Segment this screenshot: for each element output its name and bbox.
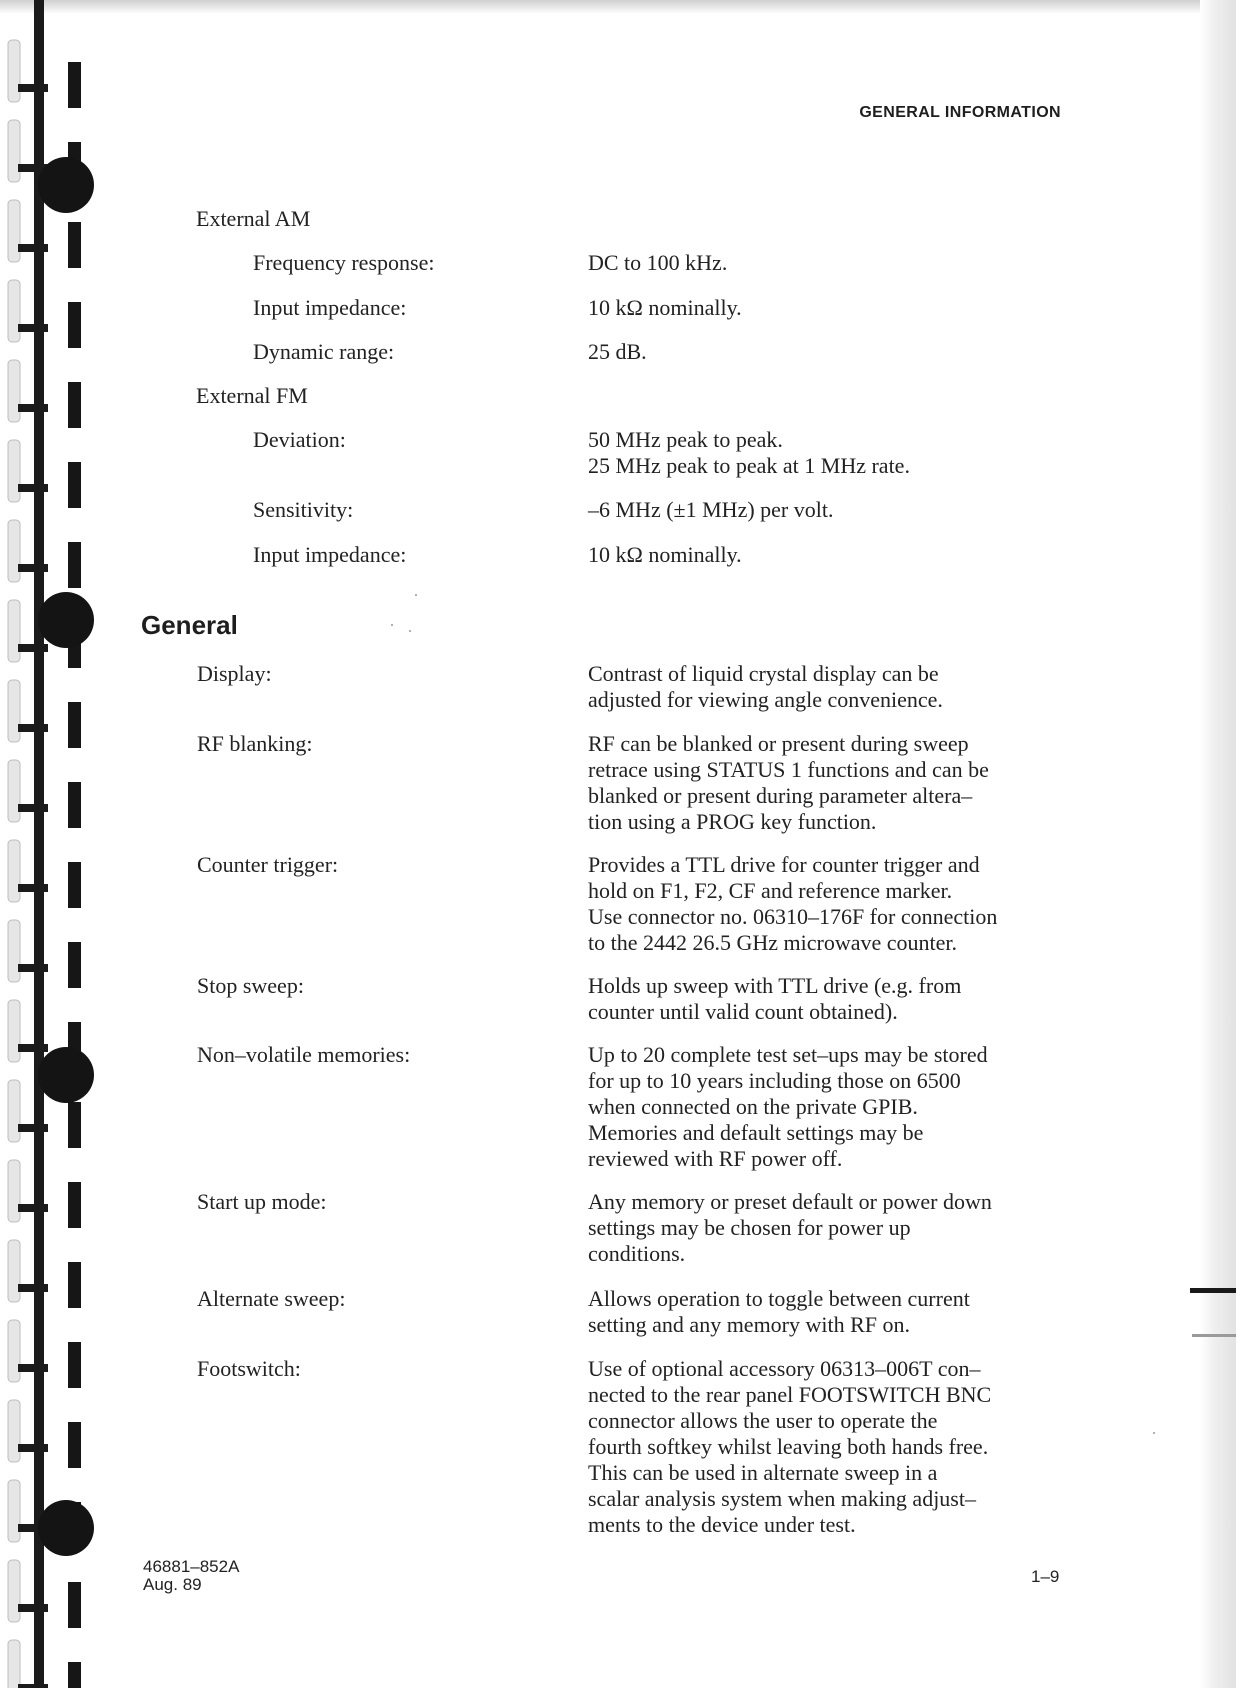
binding-tab: [18, 564, 48, 572]
punch-circle: [38, 157, 94, 213]
spec-value: –6 MHz (±1 MHz) per volt.: [588, 497, 834, 522]
page-right-edge: [1200, 0, 1236, 1688]
spec-value: DC to 100 kHz.: [588, 250, 728, 275]
binding-tab: [18, 1604, 48, 1612]
speck: [409, 630, 411, 632]
binding-loop: [8, 1400, 20, 1462]
binding-loop: [8, 1160, 20, 1222]
spec-label: Input impedance:: [253, 295, 407, 320]
binding-loop: [8, 520, 20, 582]
binding-tab: [18, 244, 48, 252]
punch-hole: [68, 542, 81, 588]
punch-hole: [68, 1342, 81, 1388]
punch-hole: [68, 782, 81, 828]
spec-label: Counter trigger:: [197, 852, 339, 877]
binding-loop: [8, 280, 20, 342]
speck: [391, 624, 393, 626]
binding-loop: [8, 1320, 20, 1382]
binding-tab: [18, 324, 48, 332]
binding-tab: [18, 1684, 48, 1688]
binding-loop: [8, 360, 20, 422]
spec-value: Use of optional accessory 06313–006T con– nected to the rear panel FOOTSWITCH BNC connector allows the user to operate the fourth softkey whilst leaving both hands free. This can be used in alternate sweep in a scalar analysis system when making adjust– ments to the device under test.: [588, 1356, 992, 1537]
binding-loop: [8, 440, 20, 502]
binding-tab: [18, 804, 48, 812]
spec-label: RF blanking:: [197, 731, 313, 756]
punch-hole: [68, 1662, 81, 1688]
binding-tab: [18, 1124, 48, 1132]
binding-loop: [8, 1080, 20, 1142]
binding-tab: [18, 724, 48, 732]
binding-loop: [8, 200, 20, 262]
spec-value: Allows operation to toggle between current setting and any memory with RF on.: [588, 1286, 970, 1337]
spec-label: Footswitch:: [197, 1356, 301, 1381]
punch-hole: [68, 1582, 81, 1628]
punch-circle: [38, 1500, 94, 1556]
spec-label: Dynamic range:: [253, 339, 395, 364]
binding-loop: [8, 760, 20, 822]
binding-tab: [18, 484, 48, 492]
binding-loop: [8, 1560, 20, 1622]
punch-hole: [68, 382, 81, 428]
binding-tab: [18, 404, 48, 412]
footer-doc-info: [143, 1558, 239, 1594]
spiral-binding: [0, 0, 100, 1688]
binding-tab: [18, 1044, 48, 1052]
doc-date: Aug. 89: [143, 1575, 202, 1594]
doc-number: 46881–852A: [143, 1557, 240, 1576]
spec-value: RF can be blanked or present during sweep retrace using STATUS 1 functions and can be blanked or present during parameter altera– tion using a PROG key function.: [588, 731, 989, 834]
spec-value: Holds up sweep with TTL drive (e.g. from counter until valid count obtained).: [588, 973, 962, 1024]
spec-value: Up to 20 complete test set–ups may be stored for up to 10 years including those on 6500 when connected on the private GPIB. Memories and default settings may be reviewed with RF power off.: [588, 1042, 988, 1171]
binding-loop: [8, 1240, 20, 1302]
spec-value: Any memory or preset default or power down settings may be chosen for power up conditions.: [588, 1189, 992, 1266]
punch-hole: [68, 62, 81, 108]
spec-label: Stop sweep:: [197, 973, 304, 998]
binding-loop: [8, 920, 20, 982]
binding-loop: [8, 680, 20, 742]
spec-value: Contrast of liquid crystal display can be adjusted for viewing angle convenience.: [588, 661, 943, 712]
punch-hole: [68, 942, 81, 988]
binding-loop: [8, 120, 20, 182]
binding-tab: [18, 1284, 48, 1292]
page-top-edge: [0, 0, 1236, 14]
binding-tab: [18, 1364, 48, 1372]
binding-loop: [8, 1640, 20, 1688]
binding-tab: [18, 1444, 48, 1452]
punch-hole: [68, 222, 81, 268]
punch-circle: [38, 592, 94, 648]
binding-tab: [18, 884, 48, 892]
binding-loop: [8, 1000, 20, 1062]
binding-tab: [18, 84, 48, 92]
punch-hole: [68, 1102, 81, 1148]
binding-tab: [18, 1204, 48, 1212]
punch-hole: [68, 302, 81, 348]
punch-hole: [68, 1182, 81, 1228]
binding-tab: [18, 644, 48, 652]
group-title-external-fm: External FM: [196, 383, 308, 408]
binding-loop: [8, 40, 20, 102]
page-number: 1–9: [1031, 1567, 1060, 1586]
speck: [415, 594, 417, 596]
punch-circle: [38, 1047, 94, 1103]
group-title-external-am: External AM: [196, 206, 311, 231]
binding-loop: [8, 840, 20, 902]
punch-hole: [68, 862, 81, 908]
spec-label: Alternate sweep:: [197, 1286, 346, 1311]
punch-hole: [68, 1422, 81, 1468]
spec-label: Non–volatile memories:: [197, 1042, 411, 1067]
spec-label: Sensitivity:: [253, 497, 354, 522]
spec-label: Frequency response:: [253, 250, 435, 275]
binding-loop: [8, 1480, 20, 1542]
binding-loop: [8, 600, 20, 662]
punch-hole: [68, 702, 81, 748]
spec-value: 25 dB.: [588, 339, 647, 364]
spec-value: 10 kΩ nominally.: [588, 295, 742, 320]
section-title-general: General: [141, 610, 238, 640]
spec-label: Input impedance:: [253, 542, 407, 567]
spec-label: Deviation:: [253, 427, 346, 452]
speck: [1153, 1432, 1155, 1434]
spec-value: 10 kΩ nominally.: [588, 542, 742, 567]
spec-value: 50 MHz peak to peak. 25 MHz peak to peak at 1 MHz rate.: [588, 427, 910, 478]
spec-label: Start up mode:: [197, 1189, 327, 1214]
index-tab-shadow: [1192, 1334, 1236, 1337]
running-header: GENERAL INFORMATION: [859, 104, 1061, 121]
binding-tab: [18, 964, 48, 972]
punch-hole: [68, 1262, 81, 1308]
binding-spine: [34, 0, 44, 1688]
punch-hole: [68, 462, 81, 508]
spec-value: Provides a TTL drive for counter trigger and hold on F1, F2, CF and reference marker. Use connector no. 06310–176F for connection to the 2442 26.5 GHz microwave counter.: [588, 852, 998, 955]
spec-label: Display:: [197, 661, 272, 686]
index-tab-mark: [1190, 1288, 1236, 1293]
